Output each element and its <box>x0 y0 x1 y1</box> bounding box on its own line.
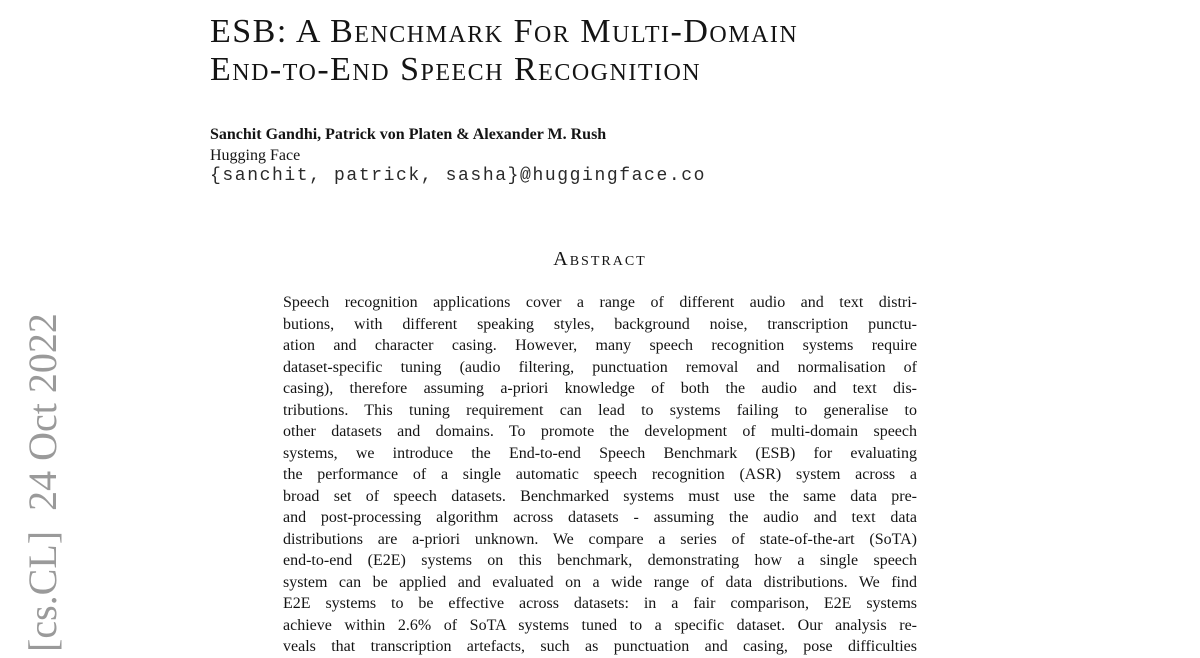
author-names: Sanchit Gandhi, Patrick von Platen & Alexander M. Rush <box>210 126 607 143</box>
abstract-heading: Abstract <box>553 248 647 270</box>
abstract-line: E2E systems to be effective across datasets: in a fair comparison, E2E systems <box>283 595 917 612</box>
abstract-line: the performance of a single automatic speech recognition (ASR) system across a <box>283 466 917 483</box>
abstract-line: distributions are a-priori unknown. We compare a series of state-of-the-art (SoTA) <box>283 530 917 548</box>
email-address: {sanchit, patrick, sasha}@huggingface.co <box>210 166 707 186</box>
abstract-body <box>283 292 917 658</box>
abstract-line: end-to-end (E2E) systems on this benchmark, demonstrating how a single speech <box>283 552 917 569</box>
abstract-line: system can be applied and evaluated on a wide range of data distributions. We find <box>283 573 917 591</box>
affiliation: Hugging Face <box>210 147 301 164</box>
abstract-line: broad set of speech datasets. Benchmarked systems must use the same data pre- <box>283 487 917 505</box>
paper-title <box>210 13 798 89</box>
abstract-line: butions, with different speaking styles, background noise, transcription punctu- <box>283 315 917 333</box>
abstract-line: tributions. This tuning requirement can lead to systems failing to generalise to <box>283 401 917 419</box>
abstract-line: ation and character casing. However, many speech recognition systems require <box>283 337 917 354</box>
abstract-line: systems, we introduce the End-to-end Speech Benchmark (ESB) for evaluating <box>283 444 917 462</box>
abstract-line-clipped: veals that transcription artefacts, such as punctuation and casing, pose difficulties <box>283 638 917 655</box>
abstract-line: Speech recognition applications cover a range of different audio and text distri- <box>283 294 917 311</box>
abstract-line: achieve within 2.6% of SoTA systems tuned to a specific dataset. Our analysis re- <box>283 616 917 634</box>
arxiv-category-date-stamp: [cs.CL] 24 Oct 2022 <box>20 313 65 652</box>
abstract-line: dataset-specific tuning (audio filtering, punctuation removal and normalisation of <box>283 358 917 376</box>
abstract-line: casing), therefore assuming a-priori knowledge of both the audio and text dis- <box>283 380 917 397</box>
authors-block <box>210 124 706 187</box>
abstract-line: and post-processing algorithm across datasets - assuming the audio and text data <box>283 509 917 526</box>
paper-title-line-2: End-to-End Speech Recognition <box>210 51 702 88</box>
abstract-line: other datasets and domains. To promote the development of multi-domain speech <box>283 423 917 440</box>
paper-title-line-1: ESB: A Benchmark For Multi-Domain <box>210 13 799 50</box>
